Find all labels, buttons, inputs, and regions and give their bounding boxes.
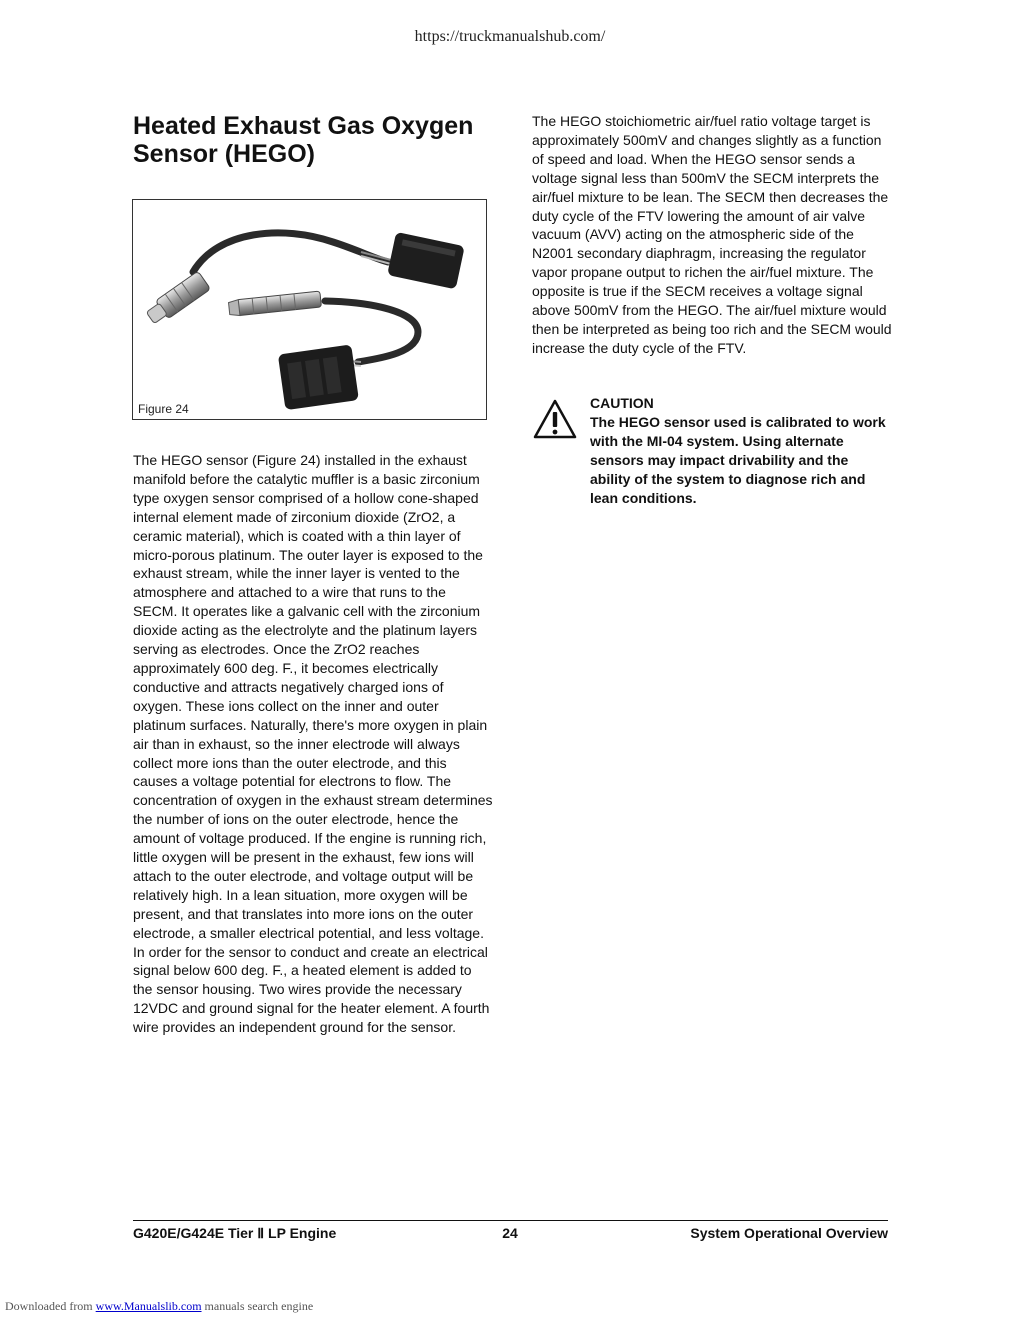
hego-voltage-paragraph: The HEGO stoichiometric air/fuel ratio voltage target is approximately 500mV and changes slightly as a function of speed and load. When the HEGO sensor sends a voltage signal less than 500mV the SECM interprets the air/fuel mixture to be lean. The SECM then decreases the duty cycle of the FTV lowering the amount of air valve vacuum (AVV) acting on the atmospheric side of the N2001 secondary diaphragm, increasing the regulator vapor propane output to richen the air/fuel mixture. The opposite is true if the SECM receives a voltage signal above 500mV from the HEGO. The air/fuel mixture would then be interpreted as being too rich and the SECM would increase the duty cycle of the FTV. [532, 113, 892, 356]
footer-section-title: System Operational Overview [690, 1225, 888, 1241]
download-suffix: manuals search engine [201, 1299, 314, 1313]
download-footer [5, 1299, 313, 1314]
page-number: 24 [502, 1225, 518, 1241]
download-prefix: Downloaded from [5, 1299, 96, 1313]
hego-sensor-photo [133, 200, 486, 419]
footer-divider [133, 1220, 888, 1221]
caution-text: The HEGO sensor used is calibrated to work with the MI-04 system. Using alternate sensors may impact drivability and the ability of the system to diagnose rich and lean conditions. [590, 413, 886, 506]
manualslib-link[interactable]: www.Manualslib.com [95, 1299, 202, 1313]
hego-description-paragraph: The HEGO sensor (Figure 24) installed in the exhaust manifold before the catalytic muffler is a basic zirconium type oxygen sensor comprised of a hollow cone-shaped internal element made of zirconium dioxide (ZrO2, a ceramic material), which is coated with a thin layer of micro-porous platinum. The outer layer is exposed to the exhaust stream, while the inner layer is vented to the atmosphere and attached to a wire that runs to the SECM. It operates like a galvanic cell with the zirconium dioxide acting as the electrolyte and the platinum layers serving as electrodes. Once the ZrO2 reaches approximately 600 deg. F., it becomes electrically conductive and attracts negatively charged ions of oxygen. These ions collect on the inner and outer platinum surfaces. Naturally, there's more oxygen in plain air than in exhaust, so the inner electrode will always collect more ions than the outer electrode, and this causes a voltage potential for electrons to flow. The concentration of oxygen in the exhaust stream determines the number of ions on the outer electrode, hence the amount of voltage produced. If the engine is running rich, little oxygen will be present in the exhaust, few ions will attach to the outer electrode, and voltage output will be relatively high. In a lean situation, more oxygen will be present, and that translates into more ions on the outer electrode, a smaller electrical potential, and less voltage. In order for the sensor to conduct and create an electrical signal below 600 deg. F., a heated element is added to the sensor housing. Two wires provide the necessary 12VDC and ground signal for the heater element. A fourth wire provides an independent ground for the sensor. [133, 452, 493, 1036]
caution-heading: CAUTION [590, 395, 654, 411]
caution-block [590, 394, 890, 507]
warning-triangle-icon [532, 398, 578, 440]
page-url-header: https://truckmanualshub.com/ [414, 28, 606, 45]
figure-caption: Figure 24 [138, 402, 189, 416]
figure-24 [132, 199, 487, 420]
section-title: Heated Exhaust Gas Oxygen Sensor (HEGO) [133, 112, 474, 168]
footer-engine-title: G420E/G424E Tier Ⅱ LP Engine [133, 1225, 337, 1241]
